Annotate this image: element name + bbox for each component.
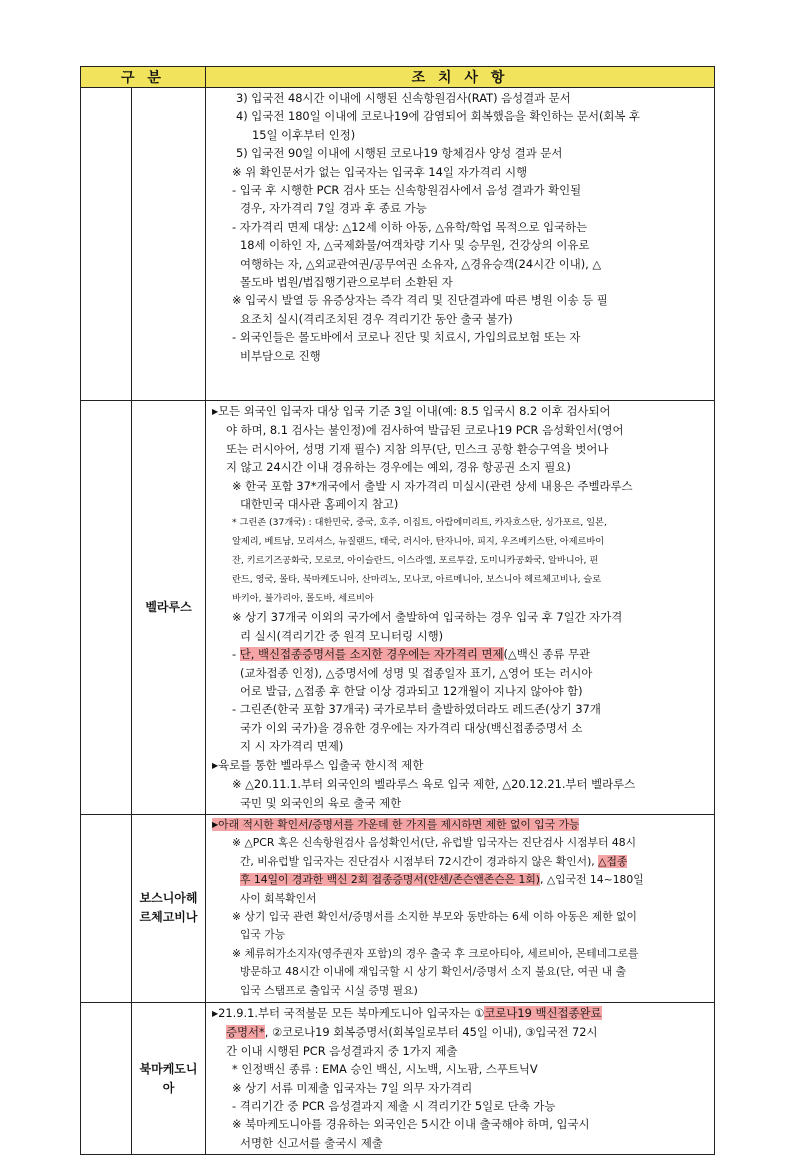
table-header-row — [81, 67, 715, 88]
header-category: 구 분 — [81, 67, 206, 88]
text-line: ※ 상기 37개국 이외의 국가에서 출발하여 입국하는 경우 입국 후 7일간 자가격 — [232, 610, 623, 625]
text-line: * 인정백신 종류 : EMA 승인 백신, 시노백, 시노팜, 스푸트닉V — [232, 1062, 538, 1077]
text-line: ※ 체류허가소지자(영주권자 포함)의 경우 출국 후 크로아티아, 세르비아, 몬테네그로를 — [232, 946, 639, 960]
text-line: 서명한 신고서를 출국시 제출 — [240, 1135, 383, 1150]
text-line: 모든 외국인 입국자 대상 입국 기준 3일 이내(예: 8.5 입국시 8.2 이후 검사되어 — [218, 404, 611, 418]
text-line: 비부담으로 진행 — [240, 348, 321, 363]
highlighted-text: 증명서* — [226, 1025, 265, 1040]
table-row — [81, 401, 715, 815]
text-line: - 입국 후 시행한 PCR 검사 또는 신속항원검사에서 음성 결과가 확인될 — [232, 183, 582, 198]
text-line: 지 않고 24시간 이내 경유하는 경우에는 예외, 경유 항공권 소지 필요) — [226, 460, 571, 475]
text-line: ※ △20.11.1.부터 외국인의 벨라루스 육로 입국 제한, △20.12.21.부터 벨라루스 — [232, 777, 636, 792]
table-row — [81, 1002, 715, 1154]
highlighted-text: 아래 적시한 확인서/증명서를 가운데 한 가지를 제시하면 제한 없이 입국 가능 — [218, 817, 580, 831]
text-line: 바키아, 불가리아, 몰도바, 세르비아 — [232, 593, 374, 605]
row-blank-cell — [81, 1002, 132, 1154]
measures-cell — [206, 814, 715, 1002]
text-line: 잔, 키르기즈공화국, 모로코, 아이슬란드, 이스라엘, 포르투갈, 도미니카공화국, 알바니아, 핀 — [232, 555, 599, 567]
text-line: 경우, 자가격리 7일 경과 후 종료 가능 — [240, 201, 427, 216]
country-label — [132, 814, 206, 1002]
text-line: 21.9.1.부터 국적불문 모든 북마케도니아 입국자는 ① — [218, 1005, 485, 1020]
country-label — [132, 1002, 206, 1154]
text-line: 3) 입국전 48시간 이내에 시행된 신속항원검사(RAT) 음성결과 문서 — [236, 91, 571, 105]
header-measures: 조 치 사 항 — [206, 67, 715, 88]
text-line: 15일 이후부터 인정) — [252, 127, 356, 142]
country-label-text: 북마케도니아 — [139, 1061, 198, 1095]
text-line: ※ 상기 입국 관련 확인서/증명서를 소지한 부모와 동반하는 6세 이하 아동은 제한 없이 — [232, 909, 637, 923]
text-line: 육로를 통한 벨라루스 입출국 한시적 제한 — [218, 757, 424, 772]
country-label: 벨라루스 — [132, 401, 206, 815]
text-line: 몰도바 법원/법집행기관으로부터 소환된 자 — [240, 275, 453, 290]
text-line: 국민 및 외국인의 육로 출국 제한 — [240, 795, 402, 810]
table-row — [81, 814, 715, 1002]
text-line: 18세 이하인 자, △국제화물/여객차량 기사 및 승무원, 건강상의 이유로 — [240, 238, 590, 253]
text-line: - 외국인들은 몰도바에서 코로나 진단 및 치료시, 가입의료보험 또는 자 — [232, 330, 581, 345]
text-line: 란드, 영국, 몰타, 북마케도니아, 산마리노, 모나코, 아르메니아, 보스니아 헤르체고비나, 슬로 — [232, 574, 602, 586]
text-line: 4) 입국전 180일 이내에 코로나19에 감염되어 회복했음을 확인하는 문서(회복 후 — [236, 109, 641, 124]
measures-table — [80, 66, 715, 1155]
triangle-bullet-icon: ▶ — [212, 1008, 219, 1018]
triangle-bullet-icon: ▶ — [212, 407, 219, 416]
triangle-bullet-icon: ▶ — [212, 819, 219, 829]
text-line: - 그린존(한국 포함 37개국) 국가로부터 출발하였더라도 레드존(상기 37개 — [232, 702, 601, 717]
text-line: ※ △PCR 혹은 신속항원검사 음성확인서(단, 유럽발 입국자는 진단검사 시점부터 48시 — [232, 836, 637, 850]
text-line: ※ 위 확인문서가 없는 입국자는 입국후 14일 자가격리 시행 — [232, 164, 528, 179]
text-line: 여행하는 자, △외교관여권/공무여권 소유자, △경유승객(24시간 이내), △ — [240, 256, 602, 271]
text-line: , △입국전 14~180일 — [540, 873, 644, 887]
highlighted-text: △접종 — [598, 854, 628, 868]
table-row — [81, 88, 715, 401]
text-line: 입국 스탬프로 출입국 시실 증명 필요) — [240, 983, 418, 997]
row-blank-cell — [81, 814, 132, 1002]
measures-cell — [206, 1002, 715, 1154]
text-line: 국가 이외 국가)을 경유한 경우에는 자가격리 대상(백신접종증명서 소 — [240, 720, 583, 735]
text-line: 요조치 실시(격리조치된 경우 격리기간 동안 출국 불가) — [240, 311, 513, 326]
text-line: 알제리, 베트남, 모리셔스, 뉴질랜드, 태국, 러시아, 탄자니아, 피지, 우즈베키스탄, 아제르바이 — [232, 536, 605, 548]
text-line: - 자가격리 면제 대상: △12세 이하 아동, △유학/학업 목적으로 입국하는 — [232, 219, 588, 234]
row-blank-cell — [81, 401, 132, 815]
text-line: * 그린존 (37개국) : 대한민국, 중국, 호주, 이집트, 아랍에미리트, 카자흐스탄, 싱가포르, 일본, — [232, 517, 607, 529]
country-label-text: 보스니아헤르체고비나 — [139, 891, 198, 925]
text-line: ※ 입국시 발열 등 유증상자는 즉각 격리 및 진단결과에 따른 병원 이송 등 필 — [232, 293, 608, 308]
measures-cell — [206, 88, 715, 401]
text-line: ※ 한국 포함 37*개국에서 출발 시 자가격리 미실시(관련 상세 내용은 주벨라루스 — [232, 478, 633, 493]
text-line: (△백신 종류 무관 — [503, 647, 591, 662]
text-line: - 격리기간 중 PCR 음성결과지 제출 시 격리기간 5일로 단축 가능 — [232, 1099, 556, 1113]
text-line: 또는 러시아어, 성명 기재 필수) 지참 의무(단, 민스크 공항 환승구역을 벗어나 — [226, 441, 609, 456]
triangle-bullet-icon: ▶ — [212, 760, 219, 770]
text-line: 야 하며, 8.1 검사는 불인정)에 검사하여 발급된 코로나19 PCR 음성확인서(영어 — [226, 423, 624, 438]
text-line: 대한민국 대사관 홈페이지 참고) — [240, 497, 399, 512]
measures-cell: ▶모든 외국인 입국자 대상 입국 기준 3일 이내(예: 8.5 입국시 8.2 이후 검사되어 야 하며, 8.1 검사는 불인정)에 검사하여 발급된 코로나19 PCR 음성확인서(영어 또는 러시아어, 성명 기재 필수) 지참 의무(단, 민스크 공항 환승구역을 벗어나 지 않고 24시간 이내 경유하는 경우에는 예외, 경유 항공권 소지 필요) ※ 한국 포함 37*개국에서 출발 시 자가격리 미실시(관련 상세 내용은 주벨라루스 대한민국 대사관 홈페이지 참고) * 그린존 (37개국) : 대한민국, 중국, 호주, 이집트, 아랍에미리트, 카자흐스탄, 싱가포르, 일본, 알제리, 베트남, 모리셔스, 뉴질랜드, 태국, 러시아, 탄자니아, 피지, 우즈베키스탄, 아제르바이 잔, 키르기즈공화국, 모로코, 아이슬란드, 이스라엘, 포르투갈, 도미니카공화국, 알바니아, 핀 란드, 영국, 몰타, 북마케도니아, 산마리노, 모나코, 아르메니아, 보스니아 헤르체고비나, 슬로 바키아, 불가리아, 몰도바, 세르비아 ※ 상기 37개국 이외의 국가에서 출발하여 입국하는 경우 입국 후 7일간 자가격 리 실시(격리기간 중 원격 모니터링 시행) - 단, 백신접종증명서를 소지한 경우에는 자가격리 면제(△백신 종류 무관 (교차접종 인정), △증명서에 성명 및 접종일자 표기, △영어 또는 러시아 어로 발급, △접종 후 한달 이상 경과되고 12개월이 지나지 않아야 함) - 그린존(한국 포함 37개국) 국가로부터 출발하였더라도 레드존(상기 37개 국가 이외 국가)을 경유한 경우에는 자가격리 대상(백신접종증명서 소 지 시 자가격리 면제) ▶육로를 통한 벨라루스 입출국 한시적 제한 ※ △20.11.1.부터 외국인의 벨라루스 육로 입국 제한, △20.12.21.부터 벨라루스 국민 및 외국인의 육로 출국 제한 — [206, 401, 715, 815]
text-line: 방문하고 48시간 이내에 재입국할 시 상기 확인서/증명서 소지 불요(단, 여권 내 출 — [240, 965, 627, 979]
text-line: ※ 상기 서류 미제출 입국자는 7일 의무 자가격리 — [232, 1080, 473, 1095]
text-line: 간 이내 시행된 PCR 음성결과지 중 1가지 제출 — [226, 1043, 458, 1058]
highlighted-text: 후 14일이 경과한 백신 2회 접종증명서(얀센/존슨앤존슨은 1회) — [240, 873, 541, 887]
text-line: 어로 발급, △접종 후 한달 이상 경과되고 12개월이 지나지 않아야 함) — [240, 684, 583, 699]
text-line: 리 실시(격리기간 중 원격 모니터링 시행) — [240, 628, 444, 643]
text-line: 지 시 자가격리 면제) — [240, 739, 344, 754]
text-line: 5) 입국전 90일 이내에 시행된 코로나19 항체검사 양성 결과 문서 — [236, 146, 563, 161]
text-line: , ②코로나19 회복증명서(회복일로부터 45일 이내), ③입국전 72시 — [264, 1025, 598, 1040]
text-line: (교차접종 인정), △증명서에 성명 및 접종일자 표기, △영어 또는 러시아 — [240, 665, 593, 680]
highlighted-text: 단, 백신접종증명서를 소지한 경우에는 자가격리 면제 — [239, 647, 504, 662]
country-label — [132, 88, 206, 401]
text-line: 사이 회복확인서 — [240, 891, 317, 905]
row-blank-cell — [81, 88, 132, 401]
text-line: ※ 북마케도니아를 경유하는 외국인은 5시간 이내 출국해야 하며, 입국시 — [232, 1117, 590, 1132]
text-line: 입국 가능 — [240, 928, 286, 942]
highlighted-text: 코로나19 백신접종완료 — [484, 1005, 602, 1020]
text-line: 간, 비유럽발 입국자는 진단검사 시점부터 72시간이 경과하지 않은 확인서), — [240, 854, 599, 868]
